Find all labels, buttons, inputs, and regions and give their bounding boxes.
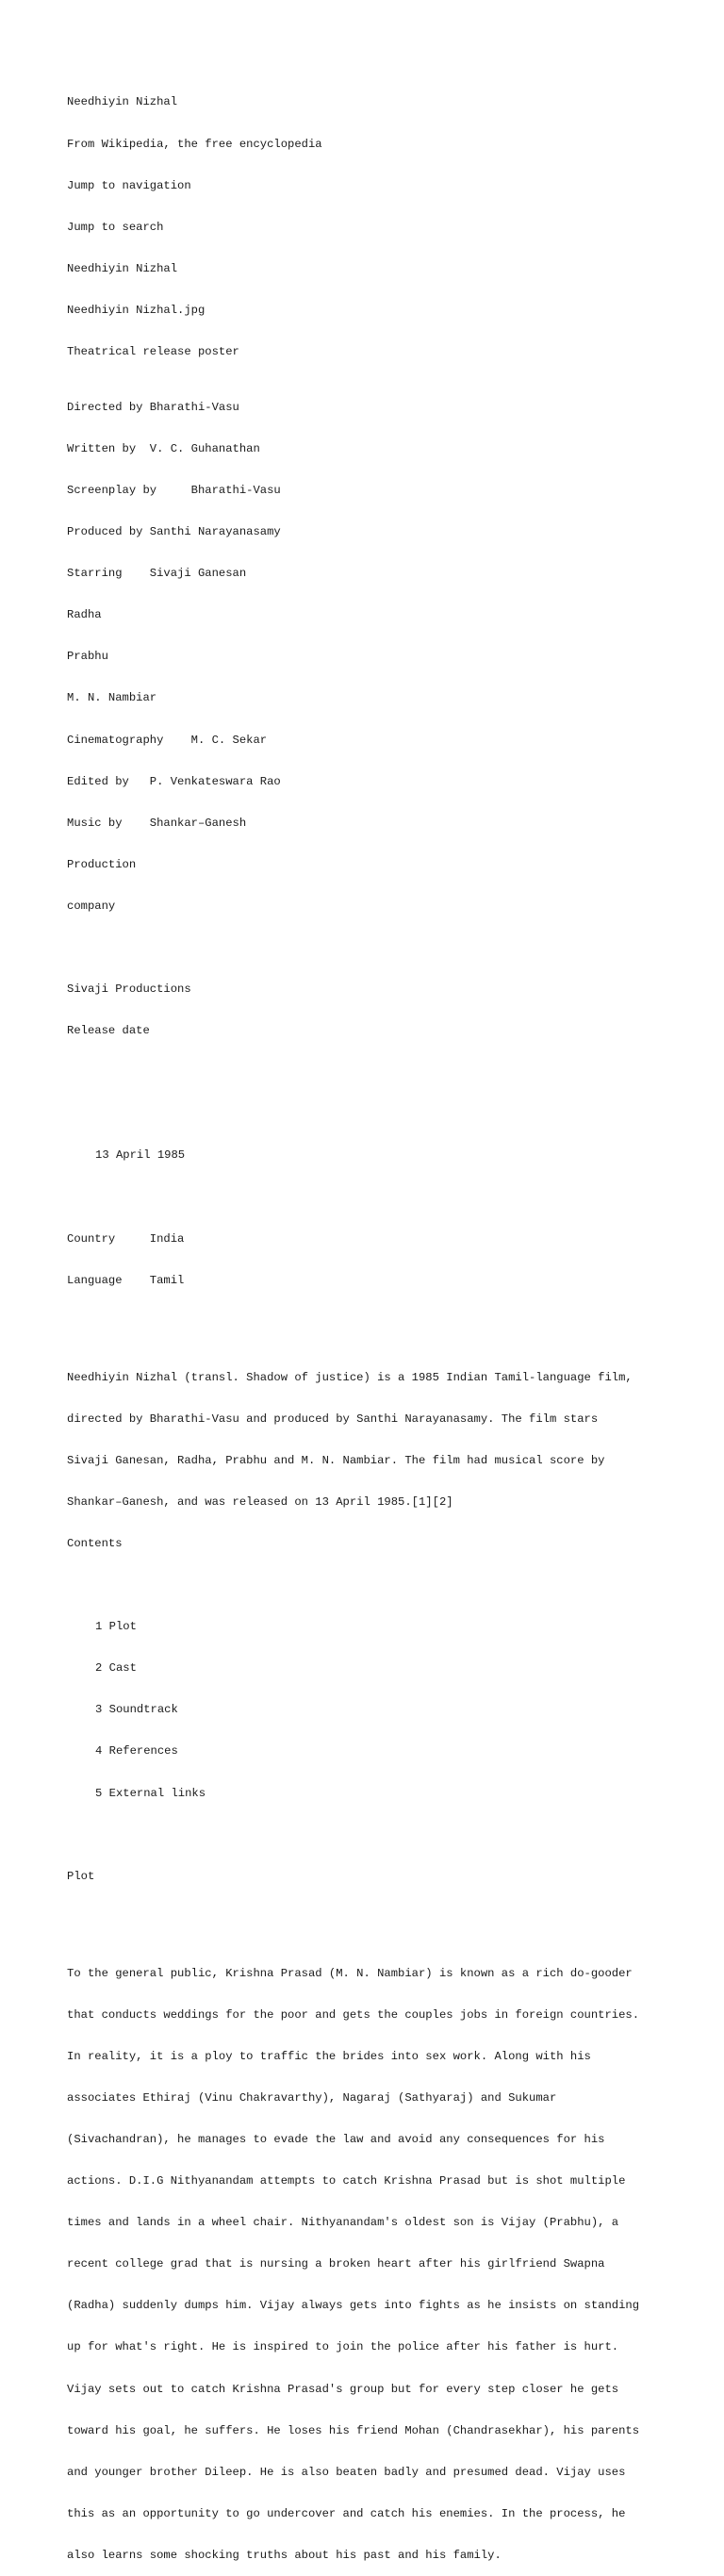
contents-item-plot[interactable] [67,1620,689,1634]
contents-item-external-links[interactable] [67,1787,689,1801]
contents-item-references[interactable] [67,1744,689,1759]
infobox-row-edited [67,775,689,789]
infobox-row-written [67,442,689,456]
contents-item-label[interactable]: 1 Plot [95,1620,137,1634]
infobox-row-music [67,817,689,831]
contents-heading: Contents [67,1537,123,1550]
country-label: Country [67,1231,116,1246]
page-title: Needhiyin Nizhal [67,95,178,109]
infobox-image-link[interactable]: Needhiyin Nizhal.jpg [67,303,206,317]
directed-value[interactable]: Bharathi-Vasu [149,400,239,414]
country-value[interactable]: India [149,1231,185,1246]
starring-value-3[interactable]: Prabhu [67,650,108,664]
blank-line [67,1911,689,1925]
contents-item-soundtrack[interactable] [67,1703,689,1717]
release-label: Release date [67,1024,150,1038]
plot-line: In reality, it is a ploy to traffic the brides into sex work. Along with his [67,2049,591,2063]
directed-label: Directed by [67,400,143,414]
production-label-line-2: company [67,899,116,913]
production-value[interactable]: Sivaji Productions [67,983,191,997]
plot-line: (Sivachandran), he manages to evade the law and avoid any consequences for his [67,2133,605,2147]
starring-value-1[interactable]: Sivaji Ganesan [149,567,247,581]
produced-label: Produced by [67,525,143,539]
blank-line [67,1065,689,1080]
cinematography-value[interactable]: M. C. Sekar [190,733,268,747]
production-label-line-1: Production [67,857,137,871]
infobox-row-starring [67,567,689,581]
blank-line [67,941,689,955]
contents-item-label[interactable]: 5 External links [95,1786,206,1800]
release-value: 13 April 1985 [95,1148,186,1163]
blank-line [67,1191,689,1205]
infobox-row-screenplay [67,484,689,498]
plot-line: that conducts weddings for the poor and gets the couples jobs in foreign countries. [67,2007,640,2022]
article-document [67,68,689,2576]
plot-line: actions. D.I.G Nithyanandam attempts to catch Krishna Prasad but is shot multiple [67,2174,626,2188]
plot-line: To the general public, Krishna Prasad (M. N. Nambiar) is known as a rich do-gooder [67,1966,633,1980]
plot-line: and younger brother Dileep. He is also beaten badly and presumed dead. Vijay uses [67,2465,626,2479]
language-value[interactable]: Tamil [149,1273,185,1287]
intro-line-4: Shankar–Ganesh, and was released on 13 April 1985.[1][2] [67,1494,453,1509]
infobox-row-produced [67,525,689,539]
infobox-caption: Theatrical release poster [67,344,239,358]
intro-line-2: directed by Bharathi-Vasu and produced by Santhi Narayanasamy. The film stars [67,1412,599,1426]
contents-item-label[interactable]: 3 Soundtrack [95,1703,178,1717]
contents-item-cast[interactable] [67,1661,689,1676]
edited-label: Edited by [67,774,129,788]
plot-line: recent college grad that is nursing a broken heart after his girlfriend Swapna [67,2257,605,2271]
plot-line: Vijay sets out to catch Krishna Prasad's group but for every step closer he gets [67,2382,619,2396]
edited-value[interactable]: P. Venkateswara Rao [149,774,281,788]
written-label: Written by [67,441,137,455]
written-value[interactable]: V. C. Guhanathan [149,441,260,455]
produced-value[interactable]: Santhi Narayanasamy [149,525,281,539]
plot-line: toward his goal, he suffers. He loses his friend Mohan (Chandrasekhar), his parents [67,2423,640,2437]
contents-item-label[interactable]: 2 Cast [95,1661,137,1676]
music-value[interactable]: Shankar–Ganesh [149,816,247,830]
blank-line [67,1578,689,1593]
infobox-row-directed [67,401,689,415]
plot-line: this as an opportunity to go undercover and catch his enemies. In the process, he [67,2506,626,2520]
infobox-title: Needhiyin Nizhal [67,261,178,275]
contents-item-label[interactable]: 4 References [95,1744,178,1759]
music-label: Music by [67,816,123,830]
blank-line [67,1107,689,1121]
jump-to-search-link[interactable]: Jump to search [67,220,164,234]
jump-to-navigation-link[interactable]: Jump to navigation [67,178,191,192]
plot-heading: Plot [67,1869,95,1883]
release-value-line [67,1148,689,1163]
infobox-row-country [67,1232,689,1247]
blank-line [67,1828,689,1842]
plot-line: times and lands in a wheel chair. Nithyanandam's oldest son is Vijay (Prabhu), a [67,2216,619,2230]
plot-line: up for what's right. He is inspired to join the police after his father is hurt. [67,2340,619,2354]
language-label: Language [67,1273,123,1287]
starring-value-4[interactable]: M. N. Nambiar [67,691,157,705]
screenplay-value[interactable]: Bharathi-Vasu [190,483,281,497]
intro-line-1: Needhiyin Nizhal (transl. Shadow of justice) is a 1985 Indian Tamil-language film, [67,1370,633,1384]
intro-line-3: Sivaji Ganesan, Radha, Prabhu and M. N. Nambiar. The film had musical score by [67,1453,605,1467]
plot-line: (Radha) suddenly dumps him. Vijay always gets into fights as he insists on standing [67,2299,640,2313]
infobox-row-cinematography [67,734,689,748]
blank-line [67,1315,689,1329]
plot-line: also learns some shocking truths about his past and his family. [67,2548,502,2562]
infobox-row-language [67,1274,689,1288]
plot-line: associates Ethiraj (Vinu Chakravarthy), Nagaraj (Sathyaraj) and Sukumar [67,2090,557,2105]
starring-label: Starring [67,567,123,581]
starring-value-2[interactable]: Radha [67,608,102,622]
source-line: From Wikipedia, the free encyclopedia [67,137,322,151]
cinematography-label: Cinematography [67,733,164,747]
screenplay-label: Screenplay by [67,483,157,497]
